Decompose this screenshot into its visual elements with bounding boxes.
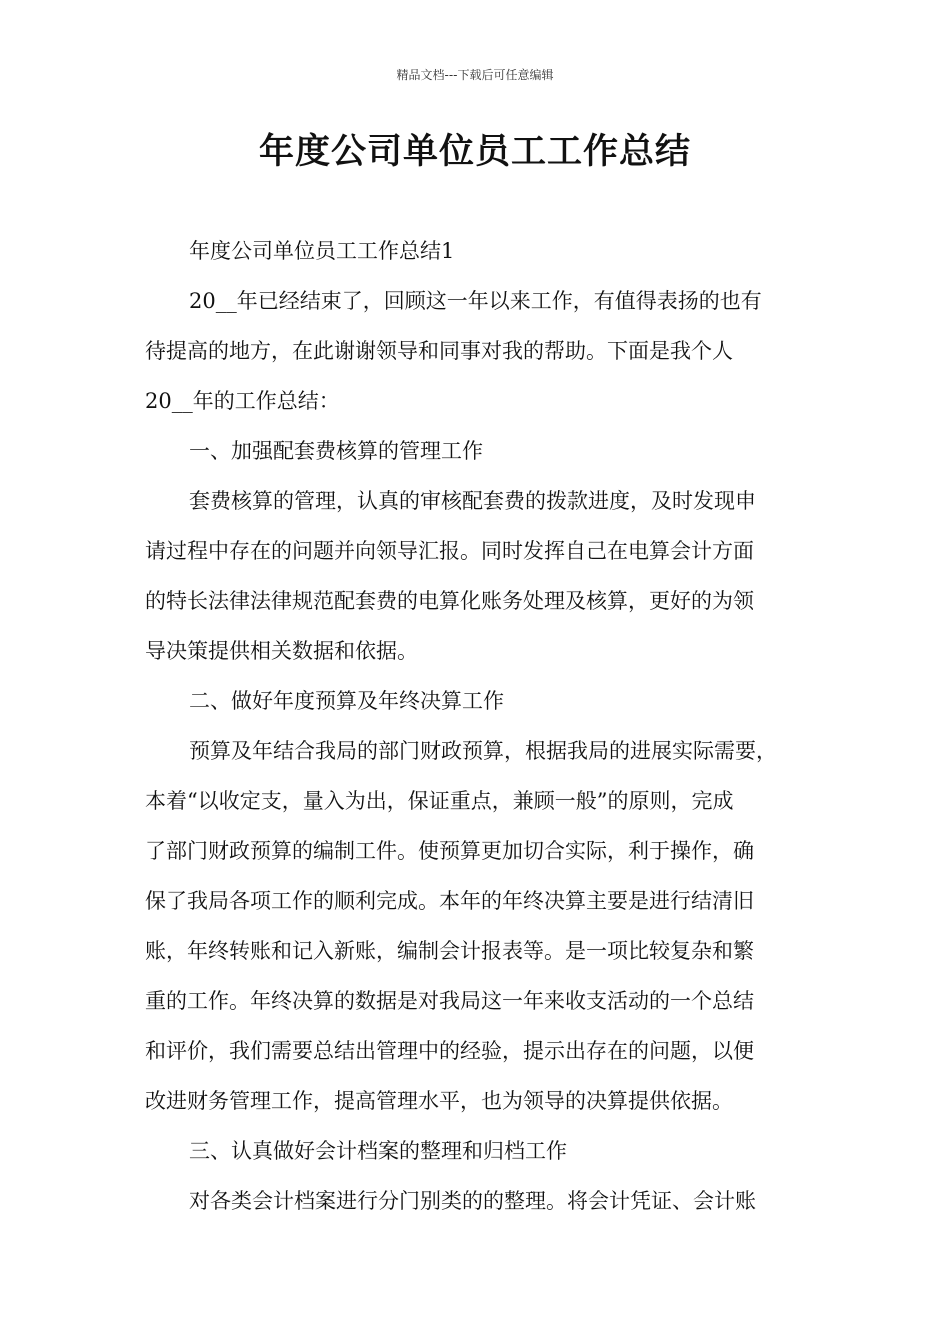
text-line: 对各类会计档案进行分门别类的的整理。将会计凭证、会计账 (189, 1189, 756, 1213)
section-heading: 三、认真做好会计档案的整理和归档工作 (189, 1139, 567, 1163)
text-line: 请过程中存在的问题并向领导汇报。同时发挥自己在电算会计方面 (145, 539, 754, 563)
text-line: 的特长法律法律规范配套费的电算化账务处理及核算，更好的为领 (145, 589, 754, 613)
text-line: 20__年已经结束了，回顾这一年以来工作，有值得表扬的也有 (189, 289, 762, 313)
section-heading: 二、做好年度预算及年终决算工作 (189, 689, 504, 713)
text-line: 待提高的地方，在此谢谢领导和同事对我的帮助。下面是我个人 (145, 339, 733, 363)
text-line: 预算及年结合我局的部门财政预算，根据我局的进展实际需要， (189, 739, 777, 763)
text-line: 重的工作。年终决算的数据是对我局这一年来收支活动的一个总结 (145, 989, 754, 1013)
document-title: 年度公司单位员工工作总结 (258, 132, 691, 172)
text-line: 20__年的工作总结： (145, 389, 340, 413)
text-line: 导决策提供相关数据和依据。 (145, 639, 418, 663)
text-line: 套费核算的管理，认真的审核配套费的拨款进度，及时发现申 (189, 489, 756, 513)
text-line: 改进财务管理工作，提高管理水平，也为领导的决算提供依据。 (145, 1089, 733, 1113)
text-line: 年度公司单位员工工作总结1 (189, 239, 455, 263)
text-line: 账，年终转账和记入新账，编制会计报表等。是一项比较复杂和繁 (145, 939, 754, 963)
text-line: 本着“以收定支，量入为出，保证重点，兼顾一般”的原则，完成 (145, 789, 734, 813)
text-line: 保了我局各项工作的顺利完成。本年的年终决算主要是进行结清旧 (145, 889, 754, 913)
header-note: 精品文档---下载后可任意编辑 (396, 68, 554, 82)
document-body (145, 226, 825, 1226)
text-line: 了部门财政预算的编制工件。使预算更加切合实际，利于操作，确 (145, 839, 754, 863)
section-heading: 一、加强配套费核算的管理工作 (189, 439, 483, 463)
text-line: 和评价，我们需要总结出管理中的经验，提示出存在的问题，以便 (145, 1039, 754, 1063)
